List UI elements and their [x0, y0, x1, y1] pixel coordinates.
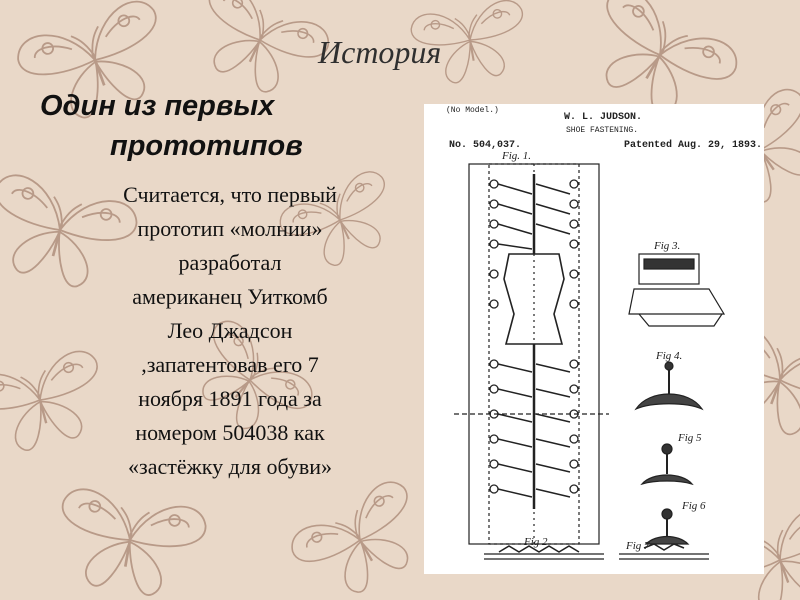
- body-line: ноября 1891 года за: [138, 386, 322, 411]
- fig7-label: Fig 7: [626, 540, 650, 552]
- fig3-label: Fig 3.: [654, 240, 681, 252]
- body-line: Считается, что первый: [123, 182, 337, 207]
- patent-model-note: (No Model.): [446, 106, 499, 115]
- patent-date: Patented Aug. 29, 1893.: [624, 140, 763, 151]
- fig6-label: Fig 6: [682, 500, 706, 512]
- slide-title: История: [318, 34, 442, 70]
- body-line: Лео Джадсон: [167, 318, 293, 343]
- body-line: номером 504038 как: [135, 420, 325, 445]
- subtitle-line: прототипов: [110, 130, 303, 162]
- patent-inventor: W. L. JUDSON.: [564, 112, 643, 123]
- body-line: ,запатентовав его 7: [141, 352, 319, 377]
- patent-invention: SHOE FASTENING.: [566, 126, 639, 135]
- patent-drawing: [424, 104, 764, 574]
- body-line: американец Уиткомб: [132, 284, 328, 309]
- slide-subtitle: [40, 86, 400, 166]
- slide-body-text: [40, 178, 420, 484]
- fig2-label: Fig 2: [524, 536, 548, 548]
- patent-drawing-image: [424, 104, 764, 574]
- fig1-label: Fig. 1.: [502, 150, 532, 162]
- fig4-label: Fig 4.: [656, 350, 683, 362]
- patent-number: No. 504,037.: [449, 140, 522, 151]
- body-line: «застёжку для обуви»: [128, 454, 332, 479]
- body-line: прототип «молнии»: [137, 216, 323, 241]
- body-line: разработал: [178, 250, 282, 275]
- subtitle-line: Один из первых: [40, 90, 275, 122]
- fig5-label: Fig 5: [678, 432, 702, 444]
